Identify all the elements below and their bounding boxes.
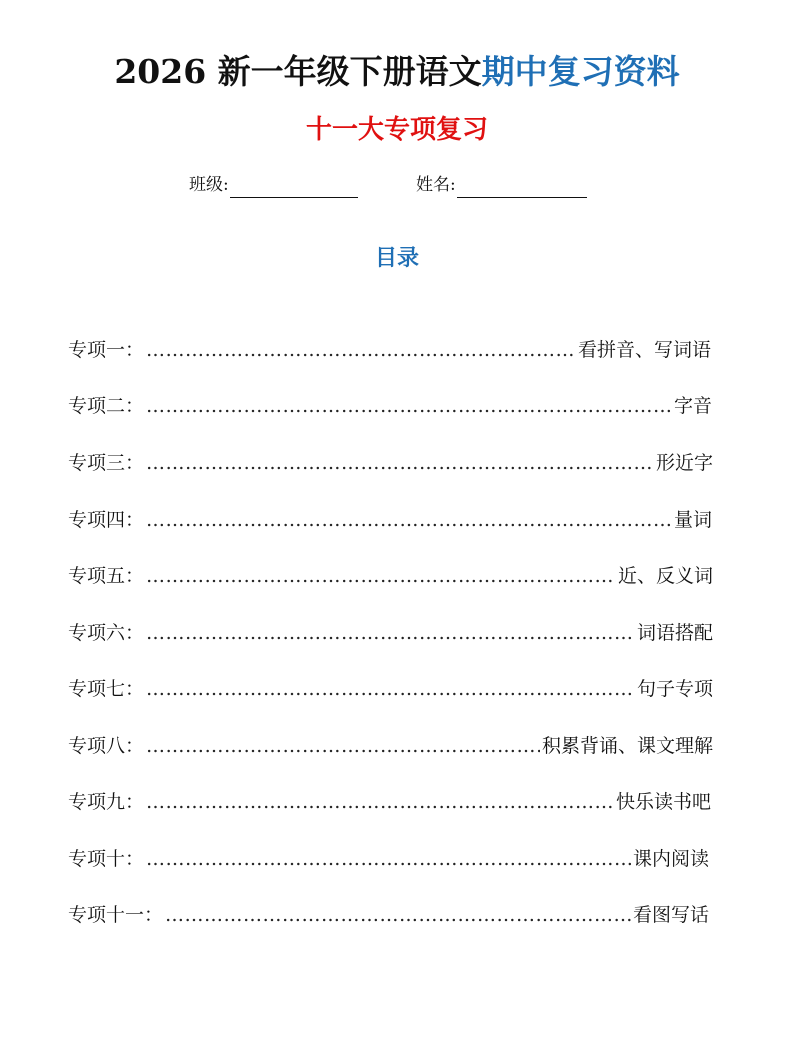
toc-item bbox=[68, 731, 713, 761]
toc-item-topic: 快乐读书吧 bbox=[615, 791, 711, 813]
title-highlight: 期中复习资料 bbox=[481, 52, 680, 91]
toc-item-label: 专项八： bbox=[68, 735, 145, 757]
toc-item bbox=[68, 391, 712, 421]
toc-leader-dots bbox=[146, 391, 672, 421]
document-subtitle: 十一大专项复习 bbox=[305, 115, 488, 145]
toc-leader-dots bbox=[146, 505, 672, 535]
class-blank-line bbox=[230, 177, 358, 198]
toc-item-label: 专项六： bbox=[68, 622, 145, 644]
toc-item-label: 专项七： bbox=[68, 678, 145, 700]
toc-leader-dots bbox=[146, 561, 616, 591]
toc-item-topic: 积累背诵、课文理解 bbox=[541, 735, 713, 757]
toc-item-topic: 词语搭配 bbox=[636, 622, 713, 644]
toc-item-label: 专项四： bbox=[68, 509, 145, 531]
toc-item-topic: 形近字 bbox=[655, 452, 713, 474]
toc-item-label: 专项三： bbox=[68, 452, 145, 474]
toc-item-label: 专项五： bbox=[68, 565, 145, 587]
toc-item-label: 专项十一： bbox=[68, 904, 164, 926]
toc-item bbox=[68, 505, 712, 535]
toc-leader-dots bbox=[146, 731, 540, 761]
class-field bbox=[189, 172, 358, 198]
toc-item-topic: 课内阅读 bbox=[632, 848, 709, 870]
toc-leader-dots bbox=[146, 787, 614, 817]
document-title bbox=[0, 50, 794, 94]
toc-item-label: 专项十： bbox=[68, 848, 145, 870]
toc-leader-dots bbox=[146, 844, 631, 874]
toc-leader-dots bbox=[165, 900, 631, 930]
toc-item bbox=[68, 674, 713, 704]
toc-item bbox=[68, 900, 709, 930]
toc-item bbox=[68, 335, 711, 365]
toc-item-label: 专项二： bbox=[68, 395, 145, 417]
toc-item-topic: 字音 bbox=[673, 395, 712, 417]
toc-item-topic: 量词 bbox=[673, 509, 712, 531]
name-blank-line bbox=[457, 177, 587, 198]
toc-item-topic: 看图写话 bbox=[632, 904, 709, 926]
toc-leader-dots bbox=[146, 448, 654, 478]
toc-leader-dots bbox=[146, 674, 635, 704]
toc-item bbox=[68, 844, 709, 874]
toc-heading: 目录 bbox=[374, 245, 419, 271]
toc-item bbox=[68, 787, 711, 817]
toc-item bbox=[68, 448, 713, 478]
name-field bbox=[416, 172, 587, 198]
toc-item-topic: 近、反义词 bbox=[617, 565, 713, 587]
name-label: 姓名: bbox=[416, 175, 456, 195]
toc-item-label: 专项一： bbox=[68, 339, 145, 361]
toc-leader-dots bbox=[146, 618, 635, 648]
toc-item bbox=[68, 561, 713, 591]
class-label: 班级: bbox=[189, 175, 229, 195]
toc-item-topic: 看拼音、写词语 bbox=[577, 339, 711, 361]
student-info-fields bbox=[0, 172, 794, 198]
toc-item-label: 专项九： bbox=[68, 791, 145, 813]
toc-leader-dots bbox=[146, 335, 576, 365]
toc-item bbox=[68, 618, 713, 648]
toc-item-topic: 句子专项 bbox=[636, 678, 713, 700]
title-main: 2026 新一年级下册语文 bbox=[114, 52, 482, 91]
